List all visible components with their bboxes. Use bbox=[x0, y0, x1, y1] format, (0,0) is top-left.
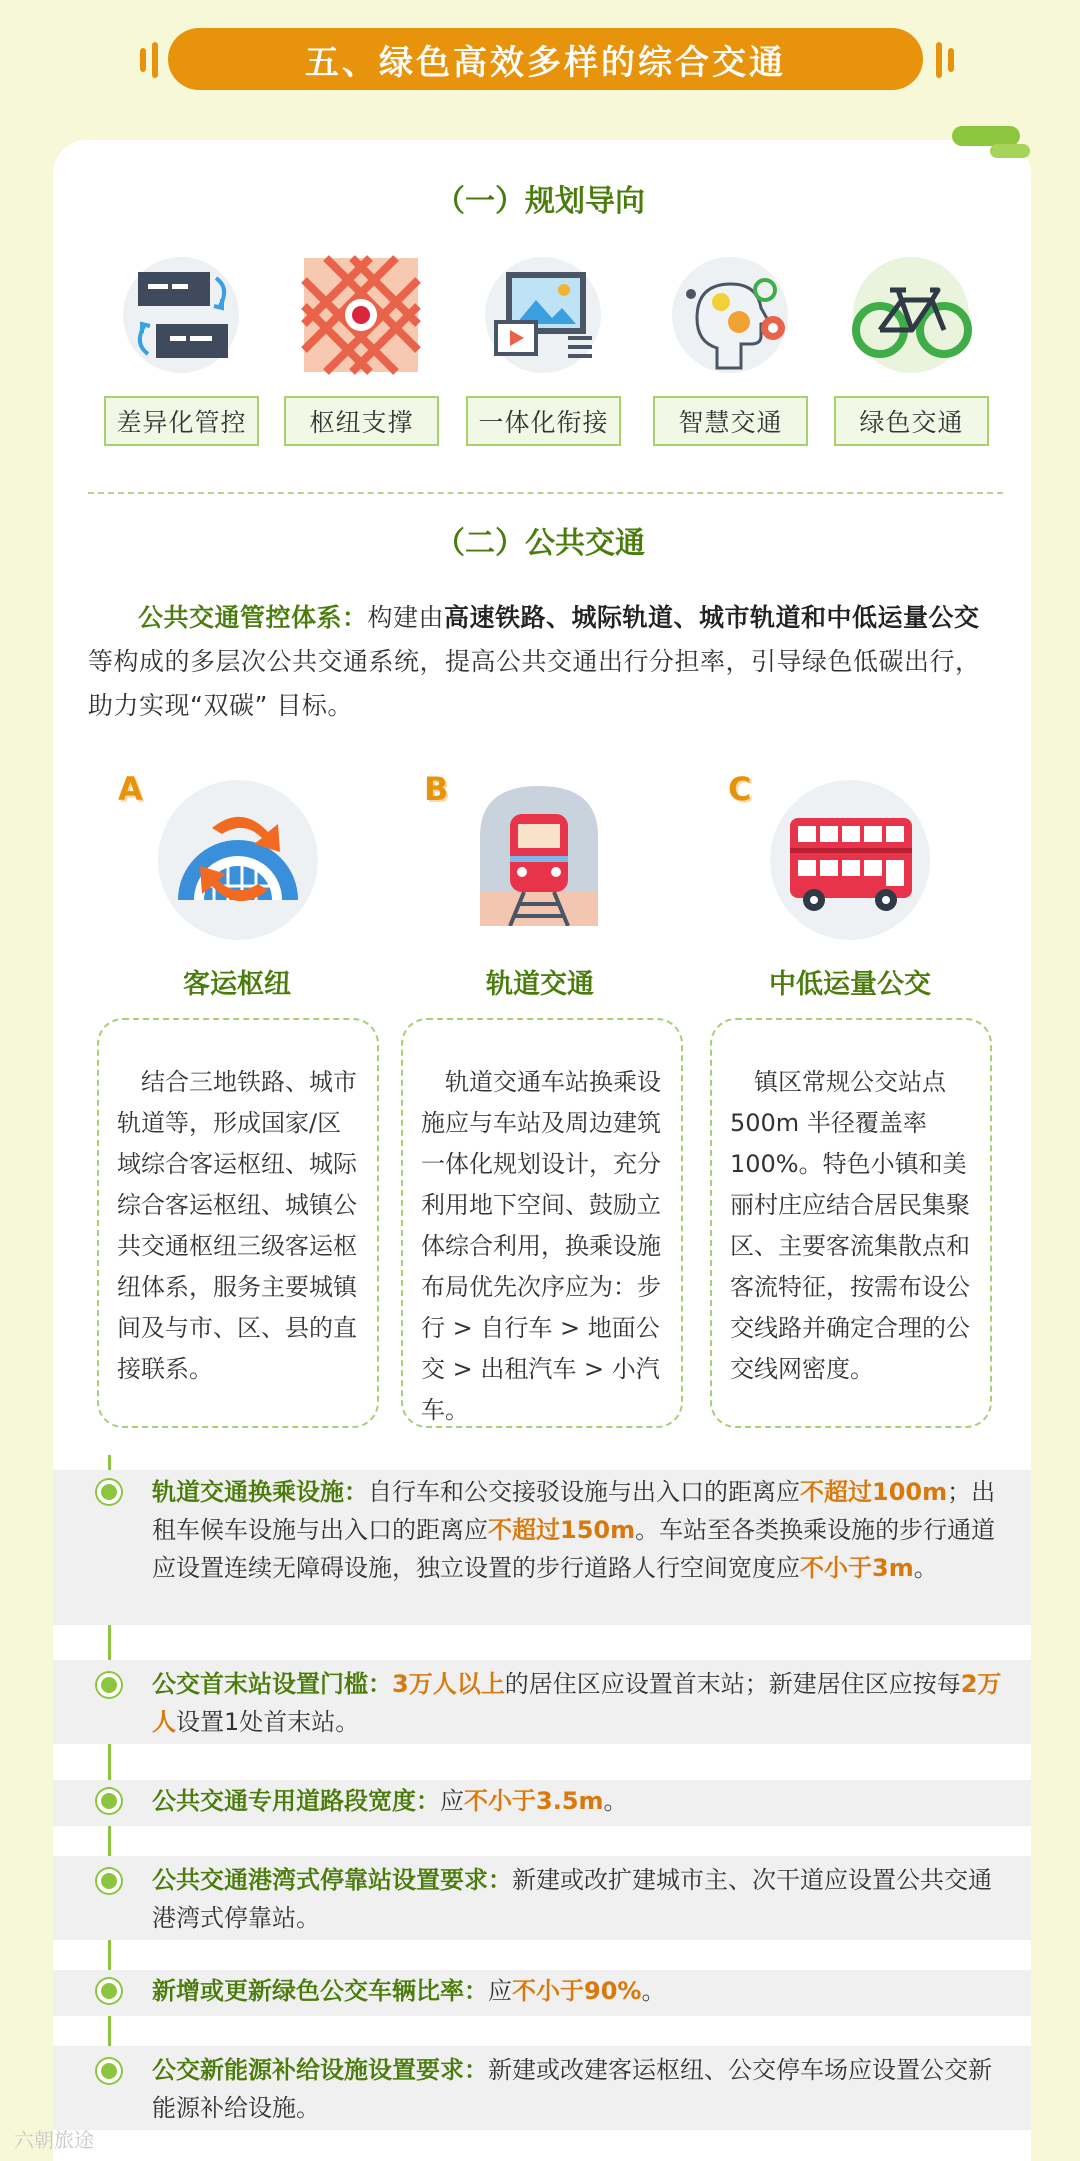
column-b-box: 轨道交通车站换乘设施应与车站及周边建筑一体化规划设计，充分利用地下空间、鼓励立体综合利用，换乘设施布局优先次序应为：步行 > 自行车 > 地面公交 > 出租汽车 > 小汽车。 bbox=[401, 1018, 683, 1428]
requirement-bay-stop: 公共交通港湾式停靠站设置要求：新建或改扩建城市主、次干道应设置公共交通港湾式停靠站。 bbox=[152, 1866, 992, 1932]
leaf-decoration bbox=[952, 126, 1020, 146]
column-a-letter: A bbox=[118, 770, 143, 808]
column-c-letter: C bbox=[728, 770, 752, 808]
hub-support-icon bbox=[296, 250, 426, 380]
column-c-title: 中低运量公交 bbox=[769, 969, 931, 1000]
column-b-letter: B bbox=[424, 770, 449, 808]
requirement-rail-transfer: 轨道交通换乘设施：自行车和公交接驳设施与出入口的距离应不超过100m；出租车候车设施与出入口的距离应不超过150m。车站至各类换乘设施的步行通道应设置连续无障碍设施，独立设置的步行道路人行空间宽度应不小于3m。 bbox=[152, 1478, 996, 1582]
intro-text-1: 构建由 bbox=[367, 603, 445, 632]
planning-item-hub bbox=[284, 250, 439, 450]
bullet-dot-icon bbox=[97, 2059, 121, 2083]
banner-pill bbox=[168, 28, 923, 90]
banner-deco-left-2 bbox=[152, 42, 158, 78]
smart-traffic-icon bbox=[665, 250, 795, 380]
planning-item-label: 一体化衔接 bbox=[466, 396, 621, 446]
intro-bold: 高速铁路、城际轨道、城市轨道和中低运量公交 bbox=[444, 603, 980, 632]
leaf-decoration-small bbox=[990, 144, 1030, 158]
requirement-terminal-threshold: 公交首末站设置门槛：3万人以上的居住区应设置首末站；新建居住区应按每2万人设置1处首末站。 bbox=[152, 1670, 1002, 1736]
planning-item-label: 绿色交通 bbox=[834, 396, 989, 446]
banner-deco-right-1 bbox=[936, 42, 942, 78]
planning-item-differentiated bbox=[104, 250, 259, 450]
section-banner bbox=[0, 28, 1080, 92]
bullet-dot-icon bbox=[97, 1869, 121, 1893]
public-transport-intro bbox=[88, 596, 992, 728]
bullet-dot-icon bbox=[97, 1673, 121, 1697]
section-divider bbox=[88, 492, 1003, 494]
bullet-dot-icon bbox=[97, 1480, 121, 1504]
passenger-hub-icon bbox=[156, 778, 320, 942]
bicycle-icon bbox=[846, 250, 976, 380]
integration-icon bbox=[478, 250, 608, 380]
rail-transit-icon bbox=[480, 786, 598, 926]
requirement-green-bus-ratio: 新增或更新绿色公交车辆比率：应不小于90%。 bbox=[152, 1977, 666, 2005]
public-transport-section-title: （二）公共交通 bbox=[435, 526, 645, 561]
planning-section-title: （一）规划导向 bbox=[435, 184, 645, 219]
planning-item-label: 枢纽支撑 bbox=[284, 396, 439, 446]
column-c-box: 镇区常规公交站点500m 半径覆盖率100%。特色小镇和美丽村庄应结合居民集聚区、主要客流集散点和客流特征，按需布设公交线路并确定合理的公交线网密度。 bbox=[710, 1018, 992, 1428]
planning-item-smart bbox=[653, 250, 808, 450]
bullet-dot-icon bbox=[97, 1789, 121, 1813]
bullet-dot-icon bbox=[97, 1979, 121, 2003]
planning-item-green bbox=[834, 250, 989, 450]
column-a-box: 结合三地铁路、城市轨道等，形成国家/区域综合客运枢纽、城际综合客运枢纽、城镇公共交通枢纽三级客运枢纽体系，服务主要城镇间及与市、区、县的直接联系。 bbox=[97, 1018, 379, 1428]
intro-text-2: 等构成的多层次公共交通系统，提高公共交通出行分担率，引导绿色低碳出行，助力实现“双碳” 目标。 bbox=[88, 647, 981, 720]
banner-title: 五、绿色高效多样的综合交通 bbox=[305, 42, 786, 83]
requirement-bus-lane-width: 公共交通专用道路段宽度：应不小于3.5m。 bbox=[152, 1787, 628, 1815]
banner-deco-left-1 bbox=[140, 48, 146, 72]
differentiated-control-icon bbox=[116, 250, 246, 380]
column-a-title: 客运枢纽 bbox=[183, 969, 291, 1000]
requirement-new-energy: 公交新能源补给设施设置要求：新建或改建客运枢纽、公交停车场应设置公交新能源补给设施。 bbox=[152, 2056, 992, 2122]
intro-lead: 公共交通管控体系： bbox=[138, 603, 368, 632]
planning-item-label: 智慧交通 bbox=[653, 396, 808, 446]
planning-item-label: 差异化管控 bbox=[104, 396, 259, 446]
double-decker-bus-icon bbox=[768, 778, 932, 942]
column-b-title: 轨道交通 bbox=[486, 969, 594, 1000]
planning-item-integration bbox=[466, 250, 621, 450]
banner-deco-right-2 bbox=[948, 48, 954, 72]
watermark: 六朝旅途 bbox=[14, 2128, 94, 2152]
